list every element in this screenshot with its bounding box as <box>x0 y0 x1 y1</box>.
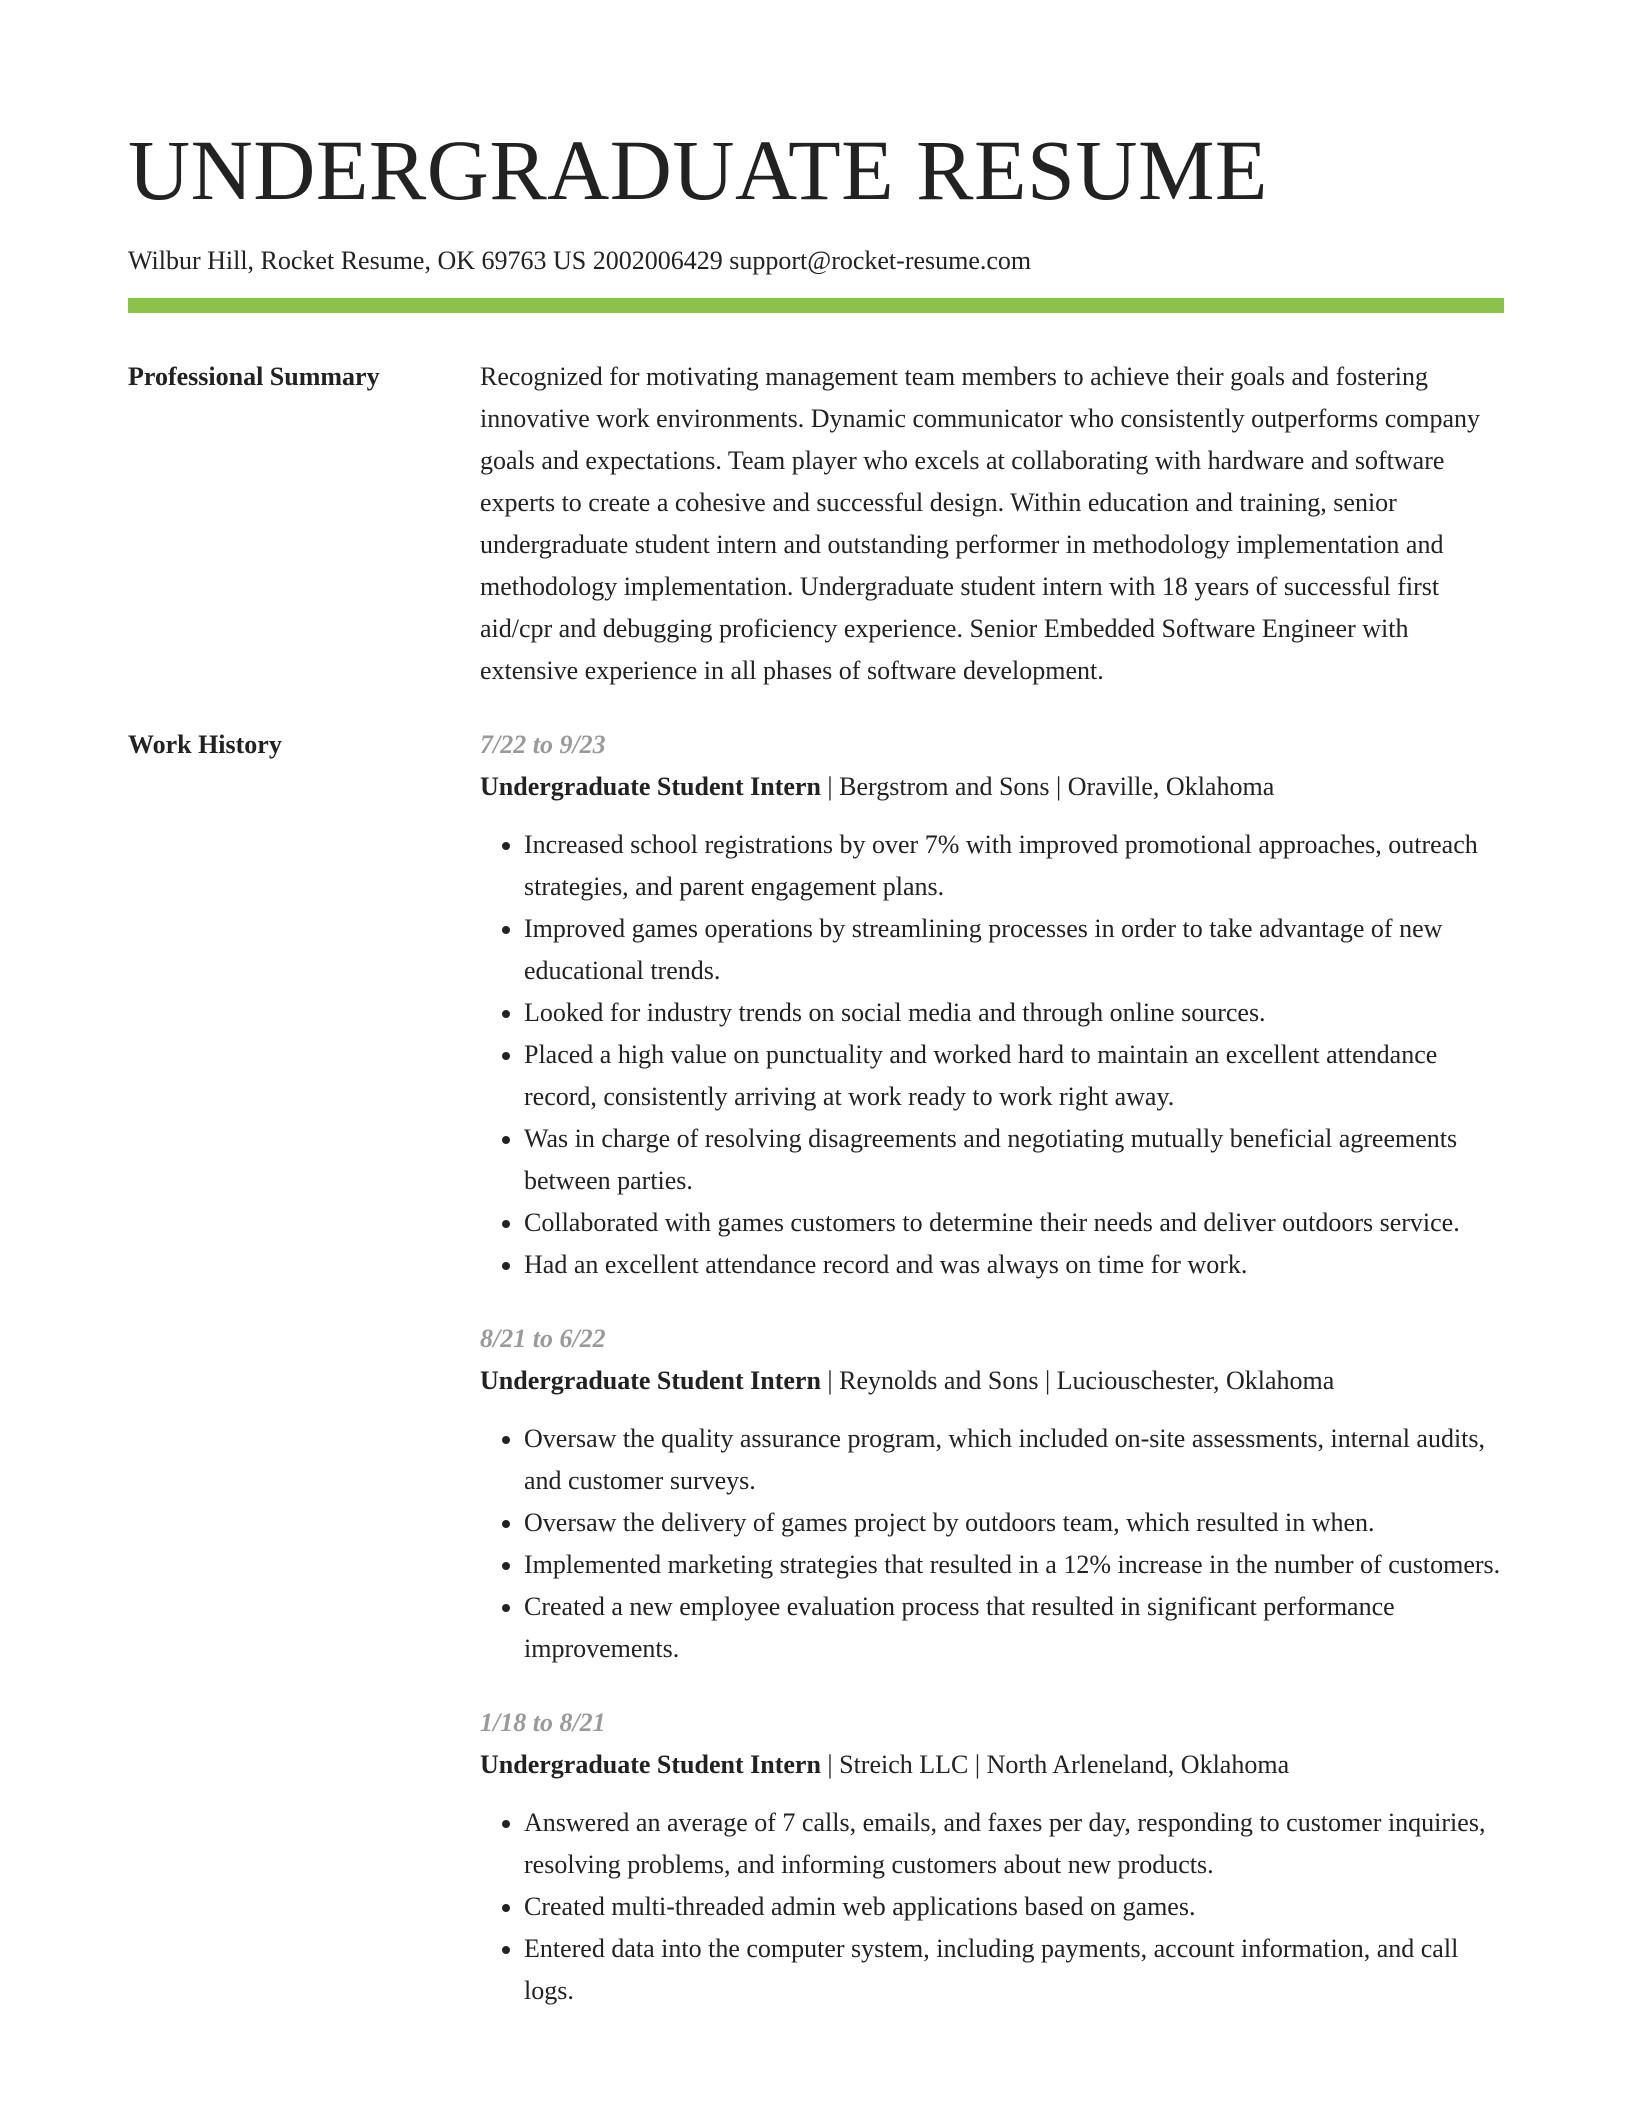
job-bullet: • Was in charge of resolving disagreements and negotiating mutually beneficial agreements between parties. <box>524 1118 1504 1202</box>
professional-summary-section <box>128 356 1504 692</box>
resume-page <box>128 0 1504 2044</box>
resume-title: UNDERGRADUATE RESUME <box>128 122 1268 218</box>
job-bullet-list <box>480 1418 1504 1670</box>
job-dates: 8/21 to 6/22 <box>480 1324 606 1353</box>
job-title: Undergraduate Student Intern <box>480 1750 821 1779</box>
job-dates: 1/18 to 8/21 <box>480 1708 606 1737</box>
job-entry <box>480 1318 1504 1670</box>
section-label-work-history: Work History <box>128 730 282 759</box>
contact-line: Wilbur Hill, Rocket Resume, OK 69763 US 2002006429 support@rocket-resume.com <box>128 246 1032 275</box>
job-bullet: • Looked for industry trends on social media and through online sources. <box>524 992 1504 1034</box>
job-bullet: • Created multi-threaded admin web applications based on games. <box>524 1886 1504 1928</box>
job-bullet-list <box>480 824 1504 1286</box>
job-entry <box>480 724 1504 1286</box>
job-bullet-list <box>480 1802 1504 2012</box>
job-entry <box>480 1702 1504 2012</box>
job-bullet: • Created a new employee evaluation process that resulted in significant performance improvements. <box>524 1586 1504 1670</box>
job-bullet: • Increased school registrations by over 7% with improved promotional approaches, outreach strategies, and parent engagement plans. <box>524 824 1504 908</box>
summary-body <box>480 356 1504 692</box>
job-bullet: • Entered data into the computer system, including payments, account information, and call logs. <box>524 1928 1504 2012</box>
accent-divider <box>128 298 1504 313</box>
job-header <box>480 1744 1504 1786</box>
job-company-location: | Reynolds and Sons | Luciouschester, Oklahoma <box>820 1366 1335 1395</box>
job-dates: 7/22 to 9/23 <box>480 730 606 759</box>
job-bullet: • Answered an average of 7 calls, emails, and faxes per day, responding to customer inquiries, resolving problems, and informing customers about new products. <box>524 1802 1504 1886</box>
job-bullet: • Placed a high value on punctuality and worked hard to maintain an excellent attendance record, consistently arriving at work ready to work right away. <box>524 1034 1504 1118</box>
job-title: Undergraduate Student Intern <box>480 772 821 801</box>
job-header <box>480 766 1504 808</box>
work-history-body <box>480 724 1504 2044</box>
summary-text: Recognized for motivating management team members to achieve their goals and fostering innovative work environments. Dynamic communicator who consistently outperforms company goals and expectations. Team player who excels at collaborating with hardware and software experts to create a cohesive and successful design. Within education and training, senior undergraduate student intern and outstanding performer in methodology implementation and methodology implementation. Undergraduate student intern with 18 years of successful first aid/cpr and debugging proficiency experience. Senior Embedded Software Engineer with extensive experience in all phases of software development. <box>480 362 1481 685</box>
job-title: Undergraduate Student Intern <box>480 1366 821 1395</box>
job-header <box>480 1360 1504 1402</box>
job-bullet: • Had an excellent attendance record and was always on time for work. <box>524 1244 1504 1286</box>
job-company-location: | Streich LLC | North Arleneland, Oklahoma <box>820 1750 1290 1779</box>
job-company-location: | Bergstrom and Sons | Oraville, Oklahoma <box>820 772 1275 801</box>
job-bullet: • Implemented marketing strategies that resulted in a 12% increase in the number of customers. <box>524 1544 1504 1586</box>
job-bullet: • Collaborated with games customers to determine their needs and deliver outdoors service. <box>524 1202 1504 1244</box>
job-bullet: • Improved games operations by streamlining processes in order to take advantage of new educational trends. <box>524 908 1504 992</box>
work-history-section <box>128 724 1504 2044</box>
section-label-professional-summary: Professional Summary <box>128 362 380 391</box>
job-bullet: • Oversaw the quality assurance program, which included on-site assessments, internal audits, and customer surveys. <box>524 1418 1504 1502</box>
job-bullet: • Oversaw the delivery of games project by outdoors team, which resulted in when. <box>524 1502 1504 1544</box>
